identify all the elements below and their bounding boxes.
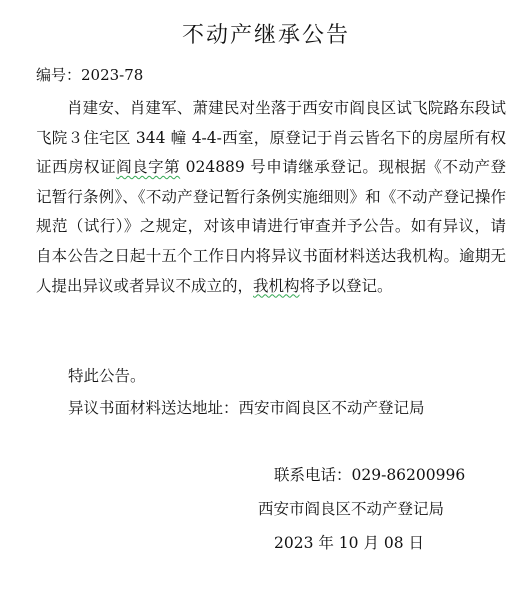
notice-title: 不动产继承公告 <box>181 23 350 48</box>
body-text-part-1: 肖建安、肖建军、萧建民对坐落于西安市阎良区试飞院路东段试飞院３住宅区 344 幢 4-4-西室，原登记于肖云皆名下的房屋所有权证西房权证 <box>36 99 506 177</box>
body-text-part-5: 将予以登记。 <box>299 276 393 295</box>
closing-remark: 特此公告。 <box>68 367 146 385</box>
objection-address: 异议书面材料送达地址：西安市阎良区不动产登记局 <box>68 399 425 417</box>
contact-phone: 联系电话：029-86200996 <box>274 466 466 484</box>
document-number: 编号：2023-78 <box>36 66 144 84</box>
body-text-underlined-2: 我机构 <box>253 276 300 295</box>
notice-body <box>36 94 506 301</box>
body-text-underlined-1: 阎良字第 <box>116 158 181 177</box>
issue-date: 2023 年 10 月 08 日 <box>274 534 425 552</box>
body-text-part-3: 024889 号申请继承登记。现根据《不动产登记暂行条例》、《不动产登记暂行条例实施细则》和《不动产登记操作规范（试行）》之规定，对该申请进行审查并予公告。如有异议，请自本公告之日起十五个工作日内将异议书面材料送达我机构。逾期无人提出异议或者异议不成立的， <box>36 158 506 295</box>
issuing-authority: 西安市阎良区不动产登记局 <box>258 500 445 518</box>
